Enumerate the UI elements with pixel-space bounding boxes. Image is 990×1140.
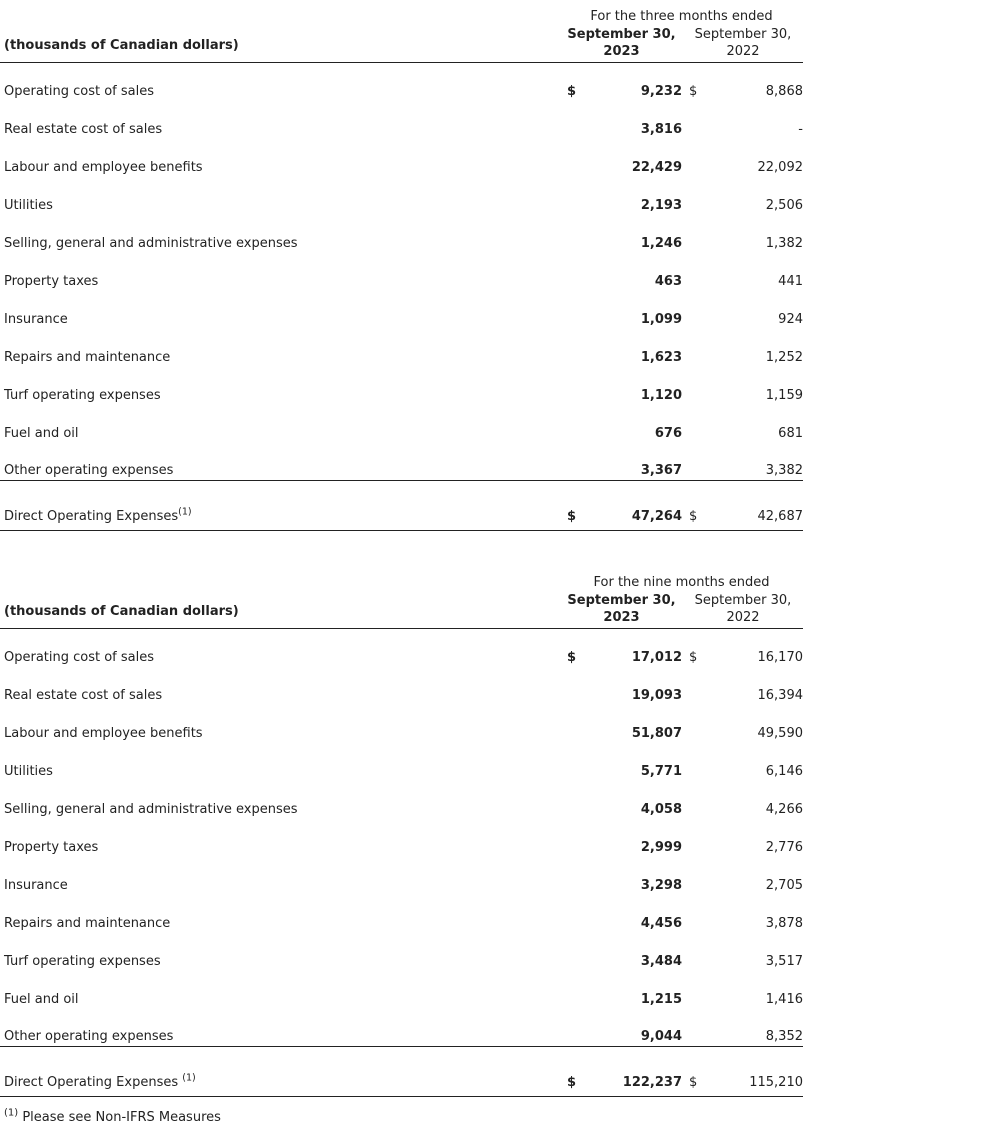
value-2023: 1,215: [640, 992, 682, 1007]
table-row: [0, 895, 803, 933]
total-value-2023: 122,237: [622, 1075, 682, 1090]
row-label: Operating cost of sales: [4, 84, 155, 99]
table-row: [0, 781, 803, 819]
total-label: [0, 1072, 560, 1090]
table-row: [0, 291, 803, 329]
value-2023: 3,816: [640, 122, 682, 137]
value-2023: 1,120: [640, 388, 682, 403]
footnote-marker: (1): [4, 1107, 19, 1119]
row-label: Selling, general and administrative expenses: [4, 236, 298, 251]
row-label: Labour and employee benefits: [4, 726, 203, 741]
currency-symbol-2023: $: [567, 650, 577, 665]
value-2022: 8,352: [765, 1029, 803, 1044]
value-2023: 4,058: [640, 802, 682, 817]
total-row: [0, 1047, 803, 1097]
table-row: [0, 177, 803, 215]
currency-symbol-2023: $: [567, 509, 577, 524]
row-label: Other operating expenses: [4, 1029, 174, 1044]
value-2022: 924: [778, 312, 803, 327]
footnote-text: Please see Non-IFRS Measures: [22, 1110, 221, 1125]
row-label: Insurance: [4, 878, 68, 893]
table-row: [0, 443, 803, 481]
period-columns-header: [560, 3, 803, 62]
row-label: Fuel and oil: [4, 426, 79, 441]
row-label: Property taxes: [4, 840, 99, 855]
table-row: [0, 329, 803, 367]
row-label: Labour and employee benefits: [4, 160, 203, 175]
table-row: [0, 63, 803, 101]
currency-symbol-2022: $: [689, 650, 698, 665]
value-2022: 2,776: [765, 840, 803, 855]
value-2022: 2,705: [765, 878, 803, 893]
column-headers: [560, 592, 803, 626]
table-header: [0, 569, 803, 629]
value-2022: 22,092: [757, 160, 803, 175]
value-2022: 3,382: [765, 463, 803, 478]
value-2023: 22,429: [631, 160, 682, 175]
total-label: [0, 506, 560, 524]
currency-symbol-2023: $: [567, 1075, 577, 1090]
period-caption: For the nine months ended: [593, 575, 770, 590]
unit-label: (thousands of Canadian dollars): [4, 38, 239, 53]
row-label: Repairs and maintenance: [4, 350, 171, 365]
row-label: Other operating expenses: [4, 463, 174, 478]
table-row: [0, 253, 803, 291]
column-date-2023: September 30,: [567, 27, 676, 42]
value-2023: 4,456: [640, 916, 682, 931]
row-label: Turf operating expenses: [4, 388, 161, 403]
currency-symbol-2022: $: [689, 84, 698, 99]
table-row: [0, 1009, 803, 1047]
table-row: [0, 819, 803, 857]
total-label-text: Direct Operating Expenses: [4, 1075, 183, 1090]
total-value-2022: 42,687: [757, 509, 803, 524]
row-label: Utilities: [4, 764, 53, 779]
value-2023: 1,623: [640, 350, 682, 365]
row-label: Real estate cost of sales: [4, 688, 163, 703]
value-2022: 1,382: [765, 236, 803, 251]
column-headers: [560, 26, 803, 60]
row-label: Real estate cost of sales: [4, 122, 163, 137]
nine-months-table: [0, 569, 803, 1097]
value-2023: 9,232: [640, 84, 682, 99]
value-2022: 3,517: [765, 954, 803, 969]
row-label: Property taxes: [4, 274, 99, 289]
column-date-2023: September 30,: [567, 593, 676, 608]
period-columns-header: [560, 569, 803, 628]
value-2022: 16,394: [757, 688, 803, 703]
value-2022: 3,878: [765, 916, 803, 931]
table-row: [0, 215, 803, 253]
table-row: [0, 705, 803, 743]
footnote: [0, 1107, 990, 1125]
row-label: Turf operating expenses: [4, 954, 161, 969]
value-2023: 2,193: [640, 198, 682, 213]
table-body: [0, 629, 803, 1047]
value-2023: 17,012: [631, 650, 682, 665]
table-row: [0, 857, 803, 895]
table-header: [0, 3, 803, 63]
column-header-2022: [683, 26, 803, 60]
total-row: [0, 481, 803, 531]
value-2023: 3,298: [640, 878, 682, 893]
table-row: [0, 933, 803, 971]
value-2023: 1,246: [640, 236, 682, 251]
row-label: Fuel and oil: [4, 992, 79, 1007]
value-2023: 3,367: [640, 463, 682, 478]
unit-label: (thousands of Canadian dollars): [4, 604, 239, 619]
column-header-2023: [560, 592, 683, 626]
value-2023: 5,771: [640, 764, 682, 779]
value-2022: 1,416: [765, 992, 803, 1007]
table-row: [0, 101, 803, 139]
column-date-2022: September 30,: [694, 593, 792, 608]
column-header-2023: [560, 26, 683, 60]
currency-symbol-2023: $: [567, 84, 577, 99]
value-2023: 1,099: [640, 312, 682, 327]
row-label: Utilities: [4, 198, 53, 213]
currency-symbol-2022: $: [689, 1075, 698, 1090]
currency-symbol-2022: $: [689, 509, 698, 524]
column-year-2022: 2022: [726, 44, 760, 59]
value-2022: 6,146: [765, 764, 803, 779]
value-2023: 463: [654, 274, 682, 289]
table-row: [0, 367, 803, 405]
value-2022: 441: [778, 274, 803, 289]
three-months-table: [0, 3, 803, 531]
value-2023: 2,999: [640, 840, 682, 855]
value-2023: 676: [654, 426, 682, 441]
value-2022: 681: [778, 426, 803, 441]
table-row: [0, 629, 803, 667]
value-2022: 1,252: [765, 350, 803, 365]
value-2023: 3,484: [640, 954, 682, 969]
table-row: [0, 667, 803, 705]
period-caption: For the three months ended: [590, 9, 773, 24]
value-2022: -: [798, 122, 803, 137]
footnote-marker: (1): [182, 1072, 196, 1084]
table-row: [0, 139, 803, 177]
value-2023: 51,807: [631, 726, 682, 741]
table-row: [0, 743, 803, 781]
table-body: [0, 63, 803, 481]
column-date-2022: September 30,: [694, 27, 792, 42]
value-2022: 8,868: [765, 84, 803, 99]
footnote-marker: (1): [178, 506, 192, 518]
column-year-2023: 2023: [603, 44, 640, 59]
column-header-2022: [683, 592, 803, 626]
value-2022: 1,159: [765, 388, 803, 403]
value-2022: 16,170: [757, 650, 803, 665]
value-2022: 4,266: [765, 802, 803, 817]
row-label: Repairs and maintenance: [4, 916, 171, 931]
value-2022: 2,506: [765, 198, 803, 213]
value-2023: 9,044: [640, 1029, 682, 1044]
row-label: Selling, general and administrative expenses: [4, 802, 298, 817]
total-label-text: Direct Operating Expenses: [4, 509, 179, 524]
row-label: Operating cost of sales: [4, 650, 155, 665]
column-year-2023: 2023: [603, 610, 640, 625]
total-value-2022: 115,210: [749, 1075, 803, 1090]
value-2023: 19,093: [631, 688, 682, 703]
table-row: [0, 405, 803, 443]
total-value-2023: 47,264: [631, 509, 682, 524]
column-year-2022: 2022: [726, 610, 760, 625]
table-row: [0, 971, 803, 1009]
value-2022: 49,590: [757, 726, 803, 741]
row-label: Insurance: [4, 312, 68, 327]
